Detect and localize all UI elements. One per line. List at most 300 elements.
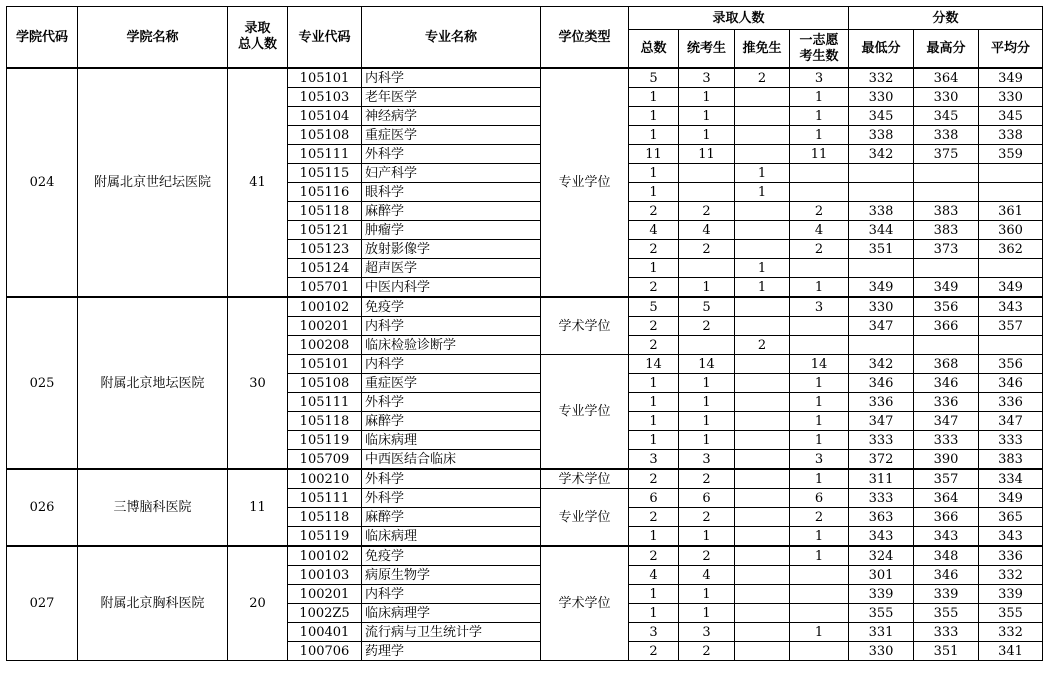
count-recommended [735, 585, 790, 604]
score-min: 342 [849, 145, 914, 164]
count-total: 1 [629, 393, 679, 412]
count-first-choice: 1 [790, 126, 849, 145]
count-recommended [735, 355, 790, 374]
count-unified: 1 [679, 412, 735, 431]
major-code: 105118 [288, 202, 362, 221]
count-first-choice: 1 [790, 278, 849, 298]
header-unified: 统考生 [679, 30, 735, 69]
score-min: 301 [849, 566, 914, 585]
count-first-choice: 4 [790, 221, 849, 240]
major-code: 105111 [288, 145, 362, 164]
school-name: 附属北京地坛医院 [78, 297, 228, 469]
score-min [849, 164, 914, 183]
score-max: 343 [914, 527, 979, 547]
score-max: 383 [914, 221, 979, 240]
score-max: 330 [914, 88, 979, 107]
major-code: 100103 [288, 566, 362, 585]
major-name: 临床检验诊断学 [362, 336, 541, 355]
count-recommended: 1 [735, 278, 790, 298]
major-code: 105116 [288, 183, 362, 202]
major-name: 病原生物学 [362, 566, 541, 585]
degree-type: 学术学位 [541, 297, 629, 355]
count-unified: 2 [679, 642, 735, 661]
score-avg: 345 [979, 107, 1043, 126]
score-min: 346 [849, 374, 914, 393]
score-avg: 349 [979, 68, 1043, 88]
score-max [914, 183, 979, 202]
school-total-admit: 20 [228, 546, 288, 661]
count-first-choice: 1 [790, 546, 849, 566]
major-name: 内科学 [362, 68, 541, 88]
count-first-choice [790, 259, 849, 278]
score-min: 338 [849, 126, 914, 145]
score-avg [979, 259, 1043, 278]
count-recommended [735, 221, 790, 240]
count-first-choice [790, 164, 849, 183]
major-code: 105111 [288, 393, 362, 412]
score-max: 356 [914, 297, 979, 317]
score-max: 346 [914, 566, 979, 585]
major-code: 105103 [288, 88, 362, 107]
count-recommended [735, 374, 790, 393]
count-total: 3 [629, 623, 679, 642]
major-code: 105115 [288, 164, 362, 183]
score-min [849, 183, 914, 202]
major-name: 临床病理 [362, 527, 541, 547]
count-recommended [735, 527, 790, 547]
major-name: 内科学 [362, 317, 541, 336]
count-first-choice: 1 [790, 527, 849, 547]
score-max [914, 164, 979, 183]
score-avg: 330 [979, 88, 1043, 107]
score-avg: 341 [979, 642, 1043, 661]
score-min: 351 [849, 240, 914, 259]
count-unified: 14 [679, 355, 735, 374]
major-name: 肿瘤学 [362, 221, 541, 240]
major-name: 外科学 [362, 145, 541, 164]
major-name: 麻醉学 [362, 202, 541, 221]
score-max: 338 [914, 126, 979, 145]
header-score-group: 分数 [849, 7, 1043, 30]
major-code: 105121 [288, 221, 362, 240]
score-min: 324 [849, 546, 914, 566]
degree-type: 专业学位 [541, 355, 629, 470]
degree-type: 学术学位 [541, 546, 629, 661]
major-name: 放射影像学 [362, 240, 541, 259]
count-unified: 3 [679, 623, 735, 642]
score-max: 349 [914, 278, 979, 298]
count-total: 1 [629, 585, 679, 604]
major-name: 中医内科学 [362, 278, 541, 298]
major-code: 105104 [288, 107, 362, 126]
count-unified: 1 [679, 585, 735, 604]
score-avg: 346 [979, 374, 1043, 393]
count-recommended [735, 297, 790, 317]
count-first-choice: 2 [790, 240, 849, 259]
count-total: 6 [629, 489, 679, 508]
count-unified: 3 [679, 450, 735, 470]
count-first-choice [790, 566, 849, 585]
major-name: 重症医学 [362, 374, 541, 393]
school-total-admit: 30 [228, 297, 288, 469]
school-total-admit: 41 [228, 68, 288, 297]
table-row [7, 469, 1043, 489]
count-total: 1 [629, 412, 679, 431]
count-total: 3 [629, 450, 679, 470]
score-max: 375 [914, 145, 979, 164]
score-avg [979, 336, 1043, 355]
admission-table [6, 6, 1043, 661]
major-code: 105111 [288, 489, 362, 508]
score-max: 364 [914, 68, 979, 88]
major-name: 临床病理 [362, 431, 541, 450]
count-total: 2 [629, 469, 679, 489]
major-name: 外科学 [362, 469, 541, 489]
count-first-choice [790, 642, 849, 661]
major-name: 内科学 [362, 355, 541, 374]
score-max [914, 336, 979, 355]
major-code: 105118 [288, 508, 362, 527]
score-min [849, 259, 914, 278]
count-unified: 2 [679, 469, 735, 489]
degree-type: 学术学位 [541, 469, 629, 489]
header-admit-group: 录取人数 [629, 7, 849, 30]
major-name: 眼科学 [362, 183, 541, 202]
score-max: 366 [914, 508, 979, 527]
count-unified: 1 [679, 107, 735, 126]
score-avg: 355 [979, 604, 1043, 623]
count-recommended [735, 546, 790, 566]
score-min: 330 [849, 88, 914, 107]
major-code: 105101 [288, 355, 362, 374]
count-first-choice [790, 336, 849, 355]
count-unified: 4 [679, 221, 735, 240]
count-first-choice: 1 [790, 88, 849, 107]
count-first-choice: 2 [790, 508, 849, 527]
count-unified: 2 [679, 508, 735, 527]
score-min: 355 [849, 604, 914, 623]
major-name: 外科学 [362, 489, 541, 508]
major-name: 老年医学 [362, 88, 541, 107]
header-recommended: 推免生 [735, 30, 790, 69]
count-recommended [735, 450, 790, 470]
score-avg [979, 183, 1043, 202]
count-recommended: 2 [735, 336, 790, 355]
header-max-score: 最高分 [914, 30, 979, 69]
count-unified: 1 [679, 393, 735, 412]
header-total-admit-text: 录取 总人数 [237, 21, 277, 52]
score-min: 342 [849, 355, 914, 374]
score-avg: 333 [979, 431, 1043, 450]
score-avg: 334 [979, 469, 1043, 489]
count-first-choice [790, 604, 849, 623]
major-name: 外科学 [362, 393, 541, 412]
score-avg: 338 [979, 126, 1043, 145]
count-unified: 6 [679, 489, 735, 508]
count-first-choice: 1 [790, 431, 849, 450]
count-recommended [735, 566, 790, 585]
major-code: 100210 [288, 469, 362, 489]
count-unified: 4 [679, 566, 735, 585]
count-total: 1 [629, 259, 679, 278]
header-avg-score: 平均分 [979, 30, 1043, 69]
count-total: 5 [629, 68, 679, 88]
count-first-choice: 3 [790, 68, 849, 88]
count-unified: 2 [679, 202, 735, 221]
score-max: 346 [914, 374, 979, 393]
major-name: 流行病与卫生统计学 [362, 623, 541, 642]
count-unified: 2 [679, 546, 735, 566]
school-name: 附属北京世纪坛医院 [78, 68, 228, 297]
major-name: 神经病学 [362, 107, 541, 126]
table-row [7, 546, 1043, 566]
major-code: 105101 [288, 68, 362, 88]
header-school-code: 学院代码 [7, 7, 78, 69]
count-total: 5 [629, 297, 679, 317]
count-total: 2 [629, 317, 679, 336]
count-unified [679, 183, 735, 202]
count-total: 1 [629, 374, 679, 393]
score-min [849, 336, 914, 355]
score-max: 364 [914, 489, 979, 508]
count-recommended [735, 88, 790, 107]
school-code: 026 [7, 469, 78, 546]
count-first-choice: 14 [790, 355, 849, 374]
header-school-name: 学院名称 [78, 7, 228, 69]
count-total: 2 [629, 336, 679, 355]
count-first-choice: 2 [790, 202, 849, 221]
score-min: 363 [849, 508, 914, 527]
count-total: 14 [629, 355, 679, 374]
header-major-code: 专业代码 [288, 7, 362, 69]
major-name: 麻醉学 [362, 412, 541, 431]
table-row [7, 68, 1043, 88]
major-code: 100201 [288, 317, 362, 336]
count-unified: 1 [679, 527, 735, 547]
header-total-admit [228, 7, 288, 69]
count-total: 2 [629, 202, 679, 221]
score-max: 347 [914, 412, 979, 431]
score-min: 332 [849, 68, 914, 88]
count-total: 1 [629, 431, 679, 450]
score-max: 366 [914, 317, 979, 336]
header-degree-type: 学位类型 [541, 7, 629, 69]
count-recommended: 1 [735, 183, 790, 202]
score-max: 357 [914, 469, 979, 489]
score-min: 330 [849, 642, 914, 661]
school-total-admit: 11 [228, 469, 288, 546]
score-min: 343 [849, 527, 914, 547]
major-code: 105108 [288, 374, 362, 393]
count-total: 4 [629, 221, 679, 240]
count-first-choice: 3 [790, 450, 849, 470]
major-name: 重症医学 [362, 126, 541, 145]
score-avg: 365 [979, 508, 1043, 527]
count-first-choice: 3 [790, 297, 849, 317]
count-unified: 1 [679, 88, 735, 107]
major-code: 105119 [288, 431, 362, 450]
count-total: 2 [629, 642, 679, 661]
score-max: 351 [914, 642, 979, 661]
school-code: 027 [7, 546, 78, 661]
school-code: 024 [7, 68, 78, 297]
count-unified: 2 [679, 240, 735, 259]
major-code: 105118 [288, 412, 362, 431]
major-name: 药理学 [362, 642, 541, 661]
score-min: 339 [849, 585, 914, 604]
score-avg: 357 [979, 317, 1043, 336]
score-max: 345 [914, 107, 979, 126]
score-avg: 339 [979, 585, 1043, 604]
count-unified: 1 [679, 431, 735, 450]
count-total: 1 [629, 107, 679, 126]
count-recommended: 2 [735, 68, 790, 88]
count-first-choice [790, 317, 849, 336]
header-row-1 [7, 7, 1043, 30]
score-avg: 361 [979, 202, 1043, 221]
score-avg: 356 [979, 355, 1043, 374]
major-code: 105123 [288, 240, 362, 259]
major-name: 免疫学 [362, 546, 541, 566]
school-name: 三博脑科医院 [78, 469, 228, 546]
school-code: 025 [7, 297, 78, 469]
header-first-choice-text: 一志愿 考生数 [799, 32, 839, 64]
count-unified: 1 [679, 278, 735, 298]
count-unified: 1 [679, 126, 735, 145]
school-name: 附属北京胸科医院 [78, 546, 228, 661]
count-first-choice: 1 [790, 623, 849, 642]
count-recommended [735, 202, 790, 221]
count-recommended [735, 393, 790, 412]
count-total: 2 [629, 508, 679, 527]
score-min: 349 [849, 278, 914, 298]
major-name: 内科学 [362, 585, 541, 604]
count-unified [679, 259, 735, 278]
score-avg: 349 [979, 278, 1043, 298]
score-avg: 332 [979, 623, 1043, 642]
major-code: 100208 [288, 336, 362, 355]
count-recommended [735, 431, 790, 450]
major-name: 麻醉学 [362, 508, 541, 527]
major-code: 100706 [288, 642, 362, 661]
count-recommended [735, 604, 790, 623]
score-avg: 360 [979, 221, 1043, 240]
count-total: 2 [629, 278, 679, 298]
score-avg: 347 [979, 412, 1043, 431]
count-total: 1 [629, 88, 679, 107]
count-recommended [735, 489, 790, 508]
count-total: 1 [629, 183, 679, 202]
count-first-choice: 11 [790, 145, 849, 164]
score-max: 336 [914, 393, 979, 412]
major-name: 中西医结合临床 [362, 450, 541, 470]
count-total: 4 [629, 566, 679, 585]
score-avg: 343 [979, 527, 1043, 547]
score-avg: 349 [979, 489, 1043, 508]
count-unified [679, 164, 735, 183]
score-min: 347 [849, 412, 914, 431]
score-min: 336 [849, 393, 914, 412]
header-min-score: 最低分 [849, 30, 914, 69]
admission-table-container [6, 6, 1043, 661]
score-min: 344 [849, 221, 914, 240]
score-avg [979, 164, 1043, 183]
score-min: 333 [849, 431, 914, 450]
count-recommended [735, 469, 790, 489]
score-avg: 362 [979, 240, 1043, 259]
count-total: 2 [629, 546, 679, 566]
score-min: 331 [849, 623, 914, 642]
table-body [7, 68, 1043, 661]
count-unified: 2 [679, 317, 735, 336]
major-code: 105701 [288, 278, 362, 298]
score-min: 333 [849, 489, 914, 508]
major-name: 临床病理学 [362, 604, 541, 623]
major-name: 妇产科学 [362, 164, 541, 183]
header-first-choice [790, 30, 849, 69]
major-code: 105124 [288, 259, 362, 278]
table-row [7, 297, 1043, 317]
degree-type: 专业学位 [541, 489, 629, 547]
major-code: 100102 [288, 297, 362, 317]
score-min: 330 [849, 297, 914, 317]
major-code: 105108 [288, 126, 362, 145]
score-max: 348 [914, 546, 979, 566]
count-first-choice: 1 [790, 412, 849, 431]
score-max [914, 259, 979, 278]
score-max: 373 [914, 240, 979, 259]
count-recommended [735, 412, 790, 431]
count-recommended [735, 145, 790, 164]
count-recommended [735, 623, 790, 642]
score-max: 355 [914, 604, 979, 623]
count-total: 11 [629, 145, 679, 164]
count-total: 1 [629, 164, 679, 183]
count-first-choice [790, 585, 849, 604]
count-recommended [735, 317, 790, 336]
score-max: 383 [914, 202, 979, 221]
score-min: 372 [849, 450, 914, 470]
score-min: 347 [849, 317, 914, 336]
major-code: 1002Z5 [288, 604, 362, 623]
count-first-choice: 1 [790, 393, 849, 412]
count-unified [679, 336, 735, 355]
score-max: 368 [914, 355, 979, 374]
score-max: 339 [914, 585, 979, 604]
score-avg: 359 [979, 145, 1043, 164]
major-code: 100102 [288, 546, 362, 566]
score-max: 390 [914, 450, 979, 470]
count-total: 1 [629, 604, 679, 623]
count-first-choice: 1 [790, 374, 849, 393]
count-recommended: 1 [735, 259, 790, 278]
major-code: 105709 [288, 450, 362, 470]
count-total: 1 [629, 126, 679, 145]
count-first-choice [790, 183, 849, 202]
count-unified: 11 [679, 145, 735, 164]
major-name: 超声医学 [362, 259, 541, 278]
count-unified: 3 [679, 68, 735, 88]
header-total: 总数 [629, 30, 679, 69]
count-unified: 5 [679, 297, 735, 317]
major-code: 105119 [288, 527, 362, 547]
major-code: 100201 [288, 585, 362, 604]
score-avg: 336 [979, 546, 1043, 566]
count-recommended [735, 508, 790, 527]
count-unified: 1 [679, 604, 735, 623]
score-max: 333 [914, 623, 979, 642]
degree-type: 专业学位 [541, 68, 629, 297]
